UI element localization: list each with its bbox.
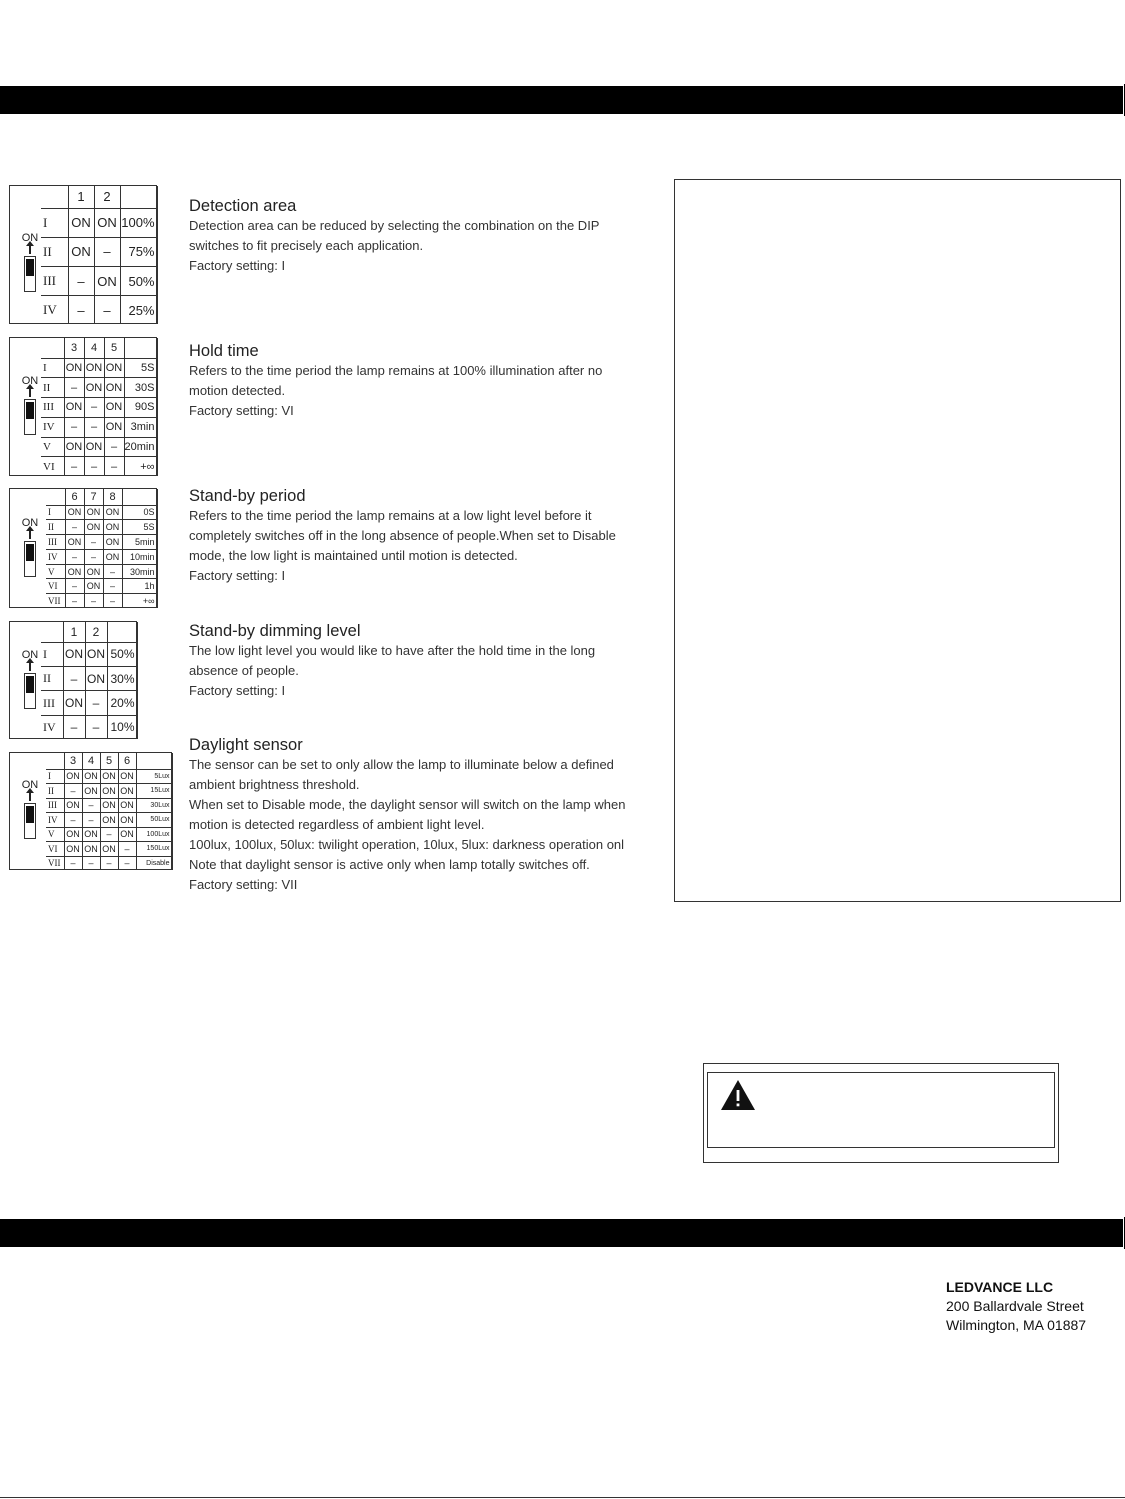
table-row: II – ON 30%: [41, 666, 137, 690]
table-row: II – ON ON 30S: [41, 378, 157, 398]
dip-switch-icon: ON: [17, 233, 43, 292]
table-row: I ON ON 100%: [41, 208, 157, 237]
section-title: Stand-by dimming level: [189, 622, 361, 640]
table-row: VII – – – – Disable: [46, 856, 172, 870]
section-text: When set to Disable mode, the daylight sensor will switch on the lamp when: [189, 797, 626, 812]
factory-setting: Factory setting: VII: [189, 877, 298, 892]
warning-triangle-icon: [720, 1079, 756, 1111]
section-text: 100lux, 100lux, 50lux: twilight operation, 10lux, 5lux: darkness operation onl: [189, 837, 625, 852]
hold-time-dip-diagram: [9, 337, 157, 476]
standby-period-section: [189, 486, 677, 586]
table-row: IV – – 25%: [41, 296, 157, 324]
section-text: The low light level you would like to have after the hold time in the long: [189, 643, 596, 658]
table-row: II – ON ON ON 15Lux: [46, 784, 172, 799]
table-row: VI ON ON ON – 150Lux: [46, 842, 172, 857]
dip-switch-icon: ON: [17, 780, 43, 839]
up-arrow-icon: [29, 245, 31, 254]
table-row: V ON ON – ON 100Lux: [46, 827, 172, 842]
table-row: IV – – ON 3min: [41, 417, 157, 437]
section-text: mode, the low light is maintained until motion is detected.: [189, 548, 518, 563]
standby-dimming-section: [189, 621, 677, 701]
daylight-sensor-table: 3 4 5 6 I ON ON ON ON 5Lux II – ON ON ON 15Lux III ON – ON ON 30Lux IV – – ON ON 50Lux V ON ON – ON 100Lux VI ON ON ON – 150Lux VII – – – – Disable: [46, 753, 173, 870]
hold-time-section: [189, 341, 677, 421]
section-text: Detection area can be reduced by selecting the combination on the DIP: [189, 218, 600, 233]
factory-setting: Factory setting: I: [189, 258, 286, 273]
factory-setting: Factory setting: VI: [189, 403, 294, 418]
factory-setting: Factory setting: I: [189, 568, 286, 583]
standby-dimming-dip-diagram: [9, 621, 137, 739]
section-text: The sensor can be set to only allow the lamp to illuminate below a defined: [189, 757, 614, 772]
table-row: III ON – ON 5min: [46, 535, 157, 550]
standby-dimming-table: 1 2 I ON ON 50% II – ON 30% III ON – 20% IV – – 10%: [41, 622, 138, 739]
up-arrow-icon: [29, 388, 31, 397]
table-row: V ON ON – 20min: [41, 437, 157, 457]
company-address: [946, 1278, 1086, 1335]
dip-switch-icon: ON: [17, 376, 43, 435]
table-row: II ON – 75%: [41, 237, 157, 266]
section-text: Refers to the time period the lamp remains at 100% illumination after no: [189, 363, 603, 378]
table-row: IV – – ON 10min: [46, 549, 157, 564]
table-row: III ON – ON ON 30Lux: [46, 798, 172, 813]
top-header-bar: [0, 86, 1123, 114]
section-text: Note that daylight sensor is active only when lamp totally switches off.: [189, 857, 590, 872]
section-text: absence of people.: [189, 663, 299, 678]
section-text: switches to fit precisely each application.: [189, 238, 424, 253]
standby-period-dip-diagram: [9, 488, 157, 608]
section-title: Stand-by period: [189, 487, 306, 505]
street-address: 200 Ballardvale Street: [946, 1298, 1084, 1314]
section-text: completely switches off in the long absence of people.When set to Disable: [189, 528, 616, 543]
table-row: VI – – – +∞: [41, 457, 157, 476]
section-text: ambient brightness threshold.: [189, 777, 360, 792]
right-content-frame: [674, 179, 1121, 902]
factory-setting: Factory setting: I: [189, 683, 286, 698]
up-arrow-icon: [29, 530, 31, 539]
detection-area-dip-diagram: [9, 185, 157, 324]
section-text: motion is detected regardless of ambient light level.: [189, 817, 485, 832]
table-row: III – ON 50%: [41, 266, 157, 295]
detection-area-section: [189, 196, 677, 276]
detection-area-table: 1 2 I ON ON 100% II ON – 75% III – ON 50% IV – – 25%: [41, 186, 158, 324]
table-row: VI – ON – 1h: [46, 579, 157, 594]
daylight-sensor-section: [189, 735, 677, 895]
table-row: III ON – ON 90S: [41, 398, 157, 418]
section-text: motion detected.: [189, 383, 286, 398]
table-row: I ON ON ON 0S: [46, 505, 157, 520]
table-row: I ON ON 50%: [41, 642, 137, 666]
section-text: Refers to the time period the lamp remains at a low light level before it: [189, 508, 592, 523]
table-row: I ON ON ON 5S: [41, 358, 157, 378]
section-title: Hold time: [189, 342, 259, 360]
up-arrow-icon: [29, 662, 31, 671]
page-bottom-line: [0, 1497, 1125, 1498]
dip-switch-icon: ON: [17, 650, 43, 709]
table-row: IV – – 10%: [41, 715, 137, 739]
table-row: V ON ON – 30min: [46, 564, 157, 579]
warning-box: [703, 1063, 1059, 1163]
city-address: Wilmington, MA 01887: [946, 1317, 1087, 1333]
section-title: Daylight sensor: [189, 736, 303, 754]
table-row: IV – – ON ON 50Lux: [46, 813, 172, 828]
dip-switch-icon: ON: [17, 518, 43, 577]
daylight-sensor-dip-diagram: [9, 752, 172, 870]
bottom-footer-bar: [0, 1219, 1123, 1247]
section-title: Detection area: [189, 197, 297, 215]
standby-period-table: 6 7 8 I ON ON ON 0S II – ON ON 5S III ON – ON 5min IV – – ON 10min V ON ON – 30min VI – ON – 1h VII – – – +∞: [46, 489, 158, 608]
up-arrow-icon: [29, 792, 31, 801]
table-row: II – ON ON 5S: [46, 520, 157, 535]
table-row: VII – – – +∞: [46, 594, 157, 608]
company-name: LEDVANCE LLC: [946, 1279, 1054, 1295]
table-row: III ON – 20%: [41, 691, 137, 715]
hold-time-table: 3 4 5 I ON ON ON 5S II – ON ON 30S III ON – ON 90S IV – – ON 3min V ON ON – 20min VI – – – +∞: [41, 338, 158, 476]
table-row: I ON ON ON ON 5Lux: [46, 769, 172, 784]
